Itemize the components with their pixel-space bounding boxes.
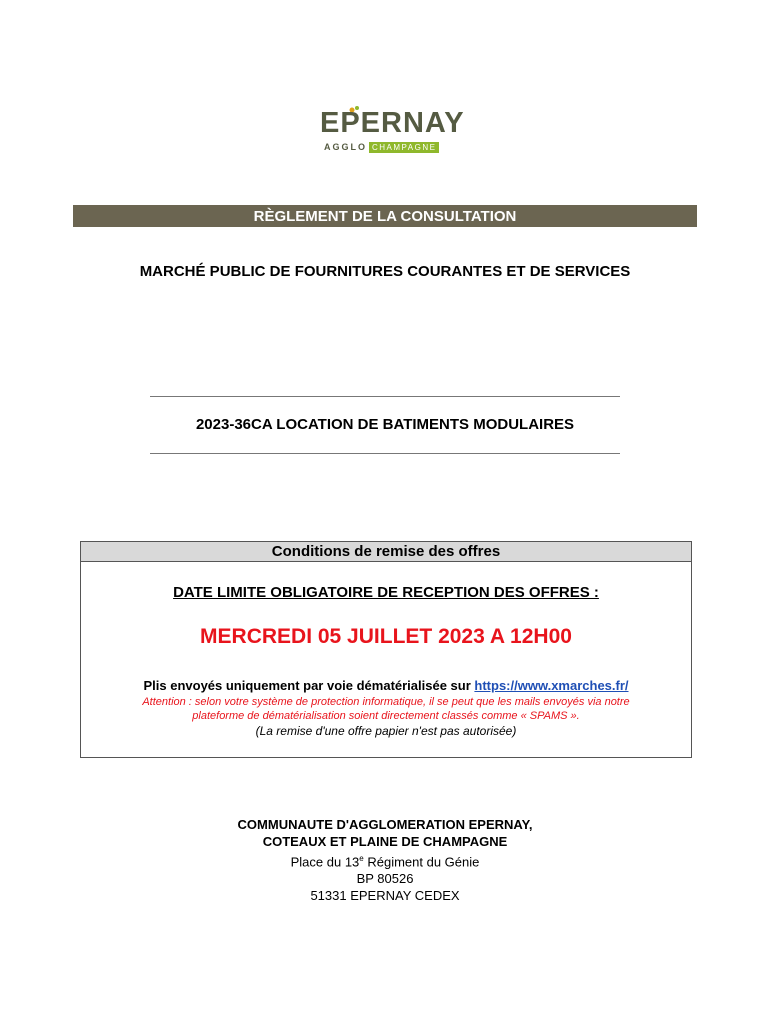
- epernay-logo: [300, 104, 470, 156]
- address-line5: 51331 EPERNAY CEDEX: [310, 888, 460, 904]
- conditions-box: [80, 541, 692, 758]
- document-title: RÈGLEMENT DE LA CONSULTATION: [73, 205, 697, 227]
- address-line1: COMMUNAUTE D'AGGLOMERATION EPERNAY,: [237, 817, 533, 832]
- project-title: 2023-36CA LOCATION DE BATIMENTS MODULAIRES: [195, 416, 575, 433]
- address-block: [0, 816, 770, 904]
- document-subtitle: MARCHÉ PUBLIC DE FOURNITURES COURANTES ET DE SERVICES: [139, 263, 631, 280]
- conditions-heading: Conditions de remise des offres: [81, 542, 691, 562]
- logo-subline: [324, 141, 439, 153]
- divider-top: [150, 396, 620, 397]
- deadline-date: MERCREDI 05 JUILLET 2023 A 12H00: [200, 625, 572, 648]
- spam-warning: [91, 695, 681, 723]
- logo-champagne: CHAMPAGNE: [369, 142, 439, 153]
- spam-warning-line2: plateforme de dématérialisation soient directement classés comme « SPAMS ».: [192, 710, 580, 722]
- address-street-prefix: Place du 13: [290, 854, 360, 870]
- logo-wordmark: EPERNAY: [320, 107, 465, 139]
- address-line3: [0, 850, 770, 870]
- deadline-label: DATE LIMITE OBLIGATOIRE DE RECEPTION DES OFFRES :: [173, 584, 599, 601]
- submission-method: [81, 678, 691, 693]
- xmarches-link[interactable]: https://www.xmarches.fr/: [474, 678, 629, 693]
- spam-warning-line1: Attention : selon votre système de protection informatique, il se peut que les mails envoyés via notre: [142, 696, 630, 708]
- submission-text: Plis envoyés uniquement par voie dématérialisée sur: [143, 678, 475, 693]
- paper-note: (La remise d'une offre papier n'est pas autorisée): [255, 724, 517, 738]
- address-line2: COTEAUX ET PLAINE DE CHAMPAGNE: [262, 834, 508, 849]
- address-line4: BP 80526: [356, 871, 414, 887]
- divider-bottom: [150, 453, 620, 454]
- address-superscript: e: [359, 854, 364, 863]
- address-street-suffix: Régiment du Génie: [363, 854, 480, 870]
- logo-agglo: AGGLO: [324, 141, 367, 152]
